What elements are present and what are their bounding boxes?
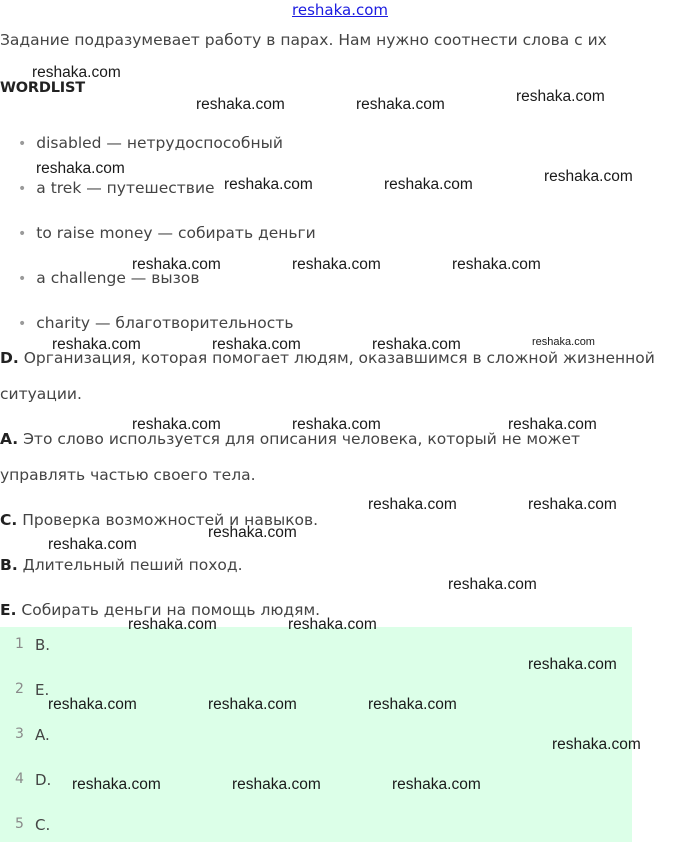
watermark: reshaka.com bbox=[48, 536, 137, 553]
bullet-icon: • bbox=[18, 271, 27, 287]
watermark: reshaka.com bbox=[36, 160, 125, 177]
bullet-icon: • bbox=[18, 316, 27, 332]
definition-letter: C. bbox=[0, 511, 18, 529]
definition-text: Собирать деньги на помощь людям. bbox=[21, 601, 321, 619]
watermark: reshaka.com bbox=[516, 88, 605, 105]
definition-text: Это слово используется для описания человека, который не может bbox=[23, 430, 581, 448]
watermark: reshaka.com bbox=[52, 336, 141, 353]
definition-text: Организация, которая помогает людям, оказавшимся в сложной жизненной bbox=[23, 349, 655, 367]
definition-letter: B. bbox=[0, 556, 18, 574]
definition-text: Длительный пеший поход. bbox=[22, 556, 243, 574]
bullet-icon: • bbox=[18, 181, 27, 197]
wordlist-item: • to raise money — собирать деньги bbox=[18, 224, 316, 242]
wordlist-item: • charity — благотворительность bbox=[18, 314, 294, 332]
bullet-icon: • bbox=[18, 226, 27, 242]
watermark: reshaka.com bbox=[384, 176, 473, 193]
answer-number: 4 bbox=[15, 771, 24, 787]
watermark: reshaka.com bbox=[356, 96, 445, 113]
watermark: reshaka.com bbox=[372, 336, 461, 353]
watermark: reshaka.com bbox=[448, 576, 537, 593]
bullet-icon: • bbox=[18, 136, 27, 152]
answer-number: 2 bbox=[15, 681, 24, 697]
watermark: reshaka.com bbox=[288, 616, 377, 633]
answer-number: 1 bbox=[15, 636, 24, 652]
answer-value: D. bbox=[35, 771, 52, 789]
watermark: reshaka.com bbox=[128, 616, 217, 633]
wordlist-item: • a challenge — вызов bbox=[18, 269, 200, 287]
watermark: reshaka.com bbox=[544, 168, 633, 185]
watermark: reshaka.com bbox=[196, 96, 285, 113]
definition-text: Проверка возможностей и навыков. bbox=[22, 511, 319, 529]
watermark: reshaka.com bbox=[508, 416, 597, 433]
wordlist-item: • disabled — нетрудоспособный bbox=[18, 134, 283, 152]
watermark: reshaka.com bbox=[292, 416, 381, 433]
watermark: reshaka.com bbox=[224, 176, 313, 193]
answer-value: E. bbox=[35, 681, 50, 699]
definition-letter: D. bbox=[0, 349, 19, 367]
wordlist-heading: WORDLIST bbox=[0, 80, 85, 96]
watermark: reshaka.com bbox=[528, 656, 617, 673]
watermark: reshaka.com bbox=[532, 336, 595, 348]
watermark: reshaka.com bbox=[132, 416, 221, 433]
answer-number: 5 bbox=[15, 816, 24, 832]
watermark: reshaka.com bbox=[392, 776, 481, 793]
watermark: reshaka.com bbox=[32, 64, 121, 81]
definition-line bbox=[0, 556, 243, 574]
watermark: reshaka.com bbox=[292, 256, 381, 273]
watermark: reshaka.com bbox=[528, 496, 617, 513]
definition-line bbox=[0, 430, 580, 448]
definition-letter: A. bbox=[0, 430, 19, 448]
watermark: reshaka.com bbox=[368, 496, 457, 513]
watermark: reshaka.com bbox=[48, 696, 137, 713]
watermark: reshaka.com bbox=[208, 696, 297, 713]
watermark: reshaka.com bbox=[132, 256, 221, 273]
watermark: reshaka.com bbox=[552, 736, 641, 753]
intro-text: Задание подразумевает работу в парах. Нам нужно соотнести слова с их bbox=[0, 31, 607, 49]
watermark: reshaka.com bbox=[72, 776, 161, 793]
site-link[interactable]: reshaka.com bbox=[292, 1, 388, 19]
answer-value: C. bbox=[35, 816, 51, 834]
definition-text: ситуации. bbox=[0, 385, 82, 403]
wordlist-item: • a trek — путешествие bbox=[18, 179, 215, 197]
watermark: reshaka.com bbox=[212, 336, 301, 353]
answer-value: B. bbox=[35, 636, 51, 654]
answer-value: A. bbox=[35, 726, 50, 744]
watermark: reshaka.com bbox=[368, 696, 457, 713]
watermark: reshaka.com bbox=[452, 256, 541, 273]
answer-number: 3 bbox=[15, 726, 24, 742]
watermark: reshaka.com bbox=[208, 524, 297, 541]
definition-letter: E. bbox=[0, 601, 17, 619]
watermark: reshaka.com bbox=[232, 776, 321, 793]
definition-text: управлять частью своего тела. bbox=[0, 466, 256, 484]
